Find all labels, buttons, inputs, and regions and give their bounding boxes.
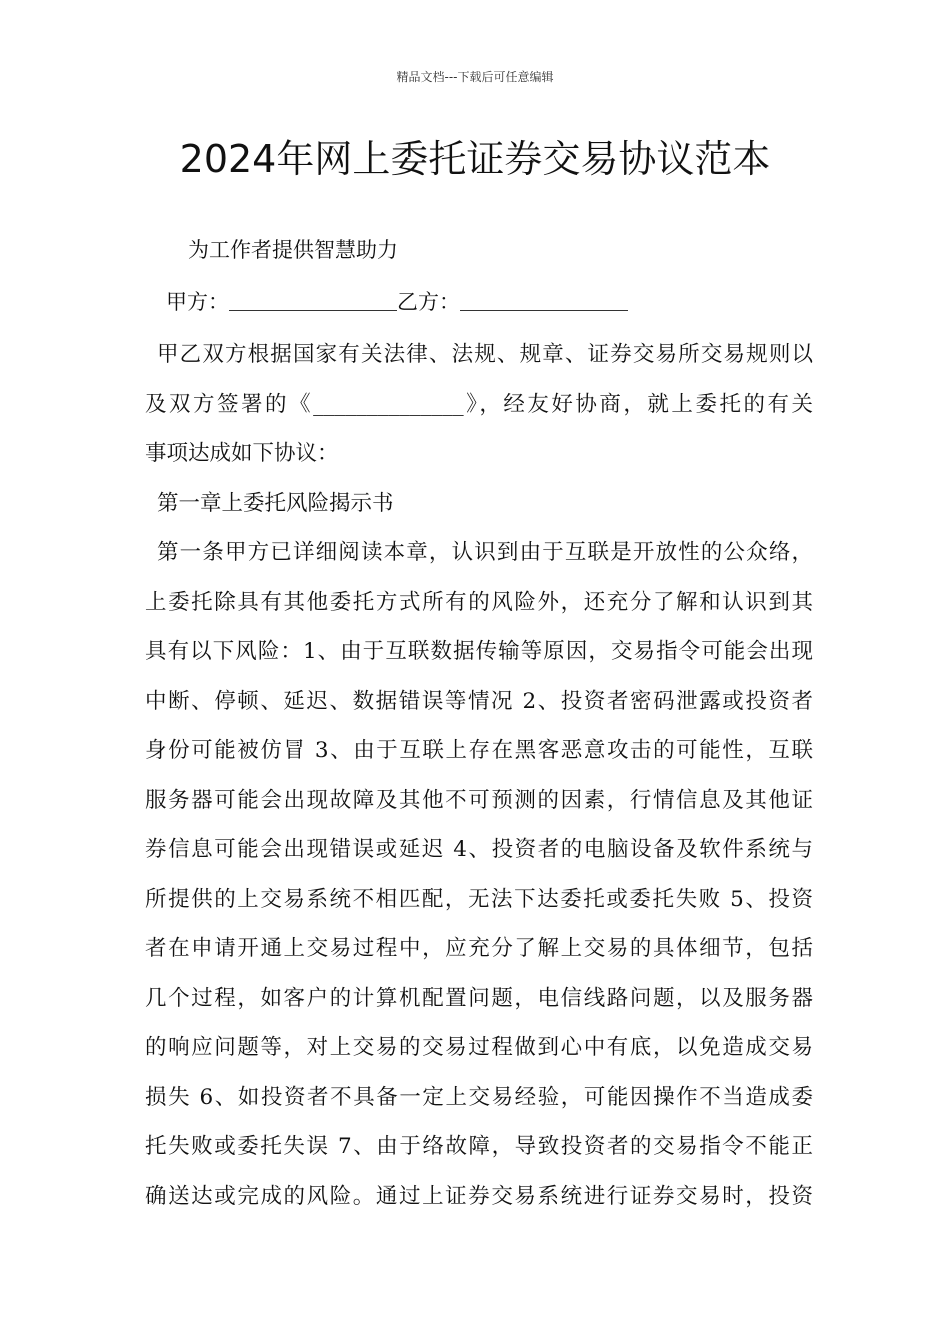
body-line: 券信息可能会出现错误或延迟 4、投资者的电脑设备及软件系统与 bbox=[145, 837, 813, 862]
tagline: 为工作者提供智慧助力 bbox=[188, 238, 398, 262]
chapter-heading: 第一章上委托风险揭示书 bbox=[157, 490, 394, 516]
body-line: 及双方签署的《______________》，经友好协商，就上委托的有关 bbox=[145, 391, 813, 417]
body-line: 所提供的上交易系统不相匹配，无法下达委托或委托失败 5、投资 bbox=[145, 886, 813, 912]
agreement-body bbox=[145, 330, 813, 1221]
body-line: 者在申请开通上交易过程中，应充分了解上交易的具体细节，包括 bbox=[145, 936, 813, 961]
party-a-blank bbox=[229, 292, 397, 311]
body-line: 身份可能被仿冒 3、由于互联上存在黑客恶意攻击的可能性，互联 bbox=[145, 738, 813, 763]
body-line: 托失败或委托失误 7、由于络故障，导致投资者的交易指令不能正 bbox=[145, 1134, 813, 1159]
body-line: 事项达成如下协议： bbox=[145, 441, 339, 466]
party-b-blank bbox=[460, 292, 628, 311]
body-line: 上委托除具有其他委托方式所有的风险外，还充分了解和认识到其 bbox=[145, 589, 813, 615]
document-title: 2024年网上委托证券交易协议范本 bbox=[179, 137, 771, 181]
body-line: 第一条甲方已详细阅读本章，认识到由于互联是开放性的公众络， bbox=[157, 540, 813, 565]
body-line: 服务器可能会出现故障及其他不可预测的因素，行情信息及其他证 bbox=[145, 787, 813, 813]
body-line: 确送达或完成的风险。通过上证券交易系统进行证券交易时，投资 bbox=[145, 1183, 813, 1209]
body-line: 具有以下风险：1、由于互联数据传输等原因，交易指令可能会出现 bbox=[145, 639, 813, 664]
body-line: 甲乙双方根据国家有关法律、法规、规章、证券交易所交易规则以 bbox=[157, 342, 813, 367]
party-a-label: 甲方： bbox=[166, 290, 229, 314]
party-b-label: 乙方： bbox=[397, 290, 460, 314]
body-line: 的响应问题等，对上交易的交易过程做到心中有底，以免造成交易 bbox=[145, 1035, 813, 1060]
body-line: 中断、停顿、延迟、数据错误等情况 2、投资者密码泄露或投资者 bbox=[145, 688, 813, 714]
body-line: 几个过程，如客户的计算机配置问题，电信线路问题，以及服务器 bbox=[145, 985, 813, 1011]
header-note: 精品文档---下载后可任意编辑 bbox=[396, 70, 554, 84]
parties-line bbox=[166, 286, 628, 316]
body-line: 损失 6、如投资者不具备一定上交易经验，可能因操作不当造成委 bbox=[145, 1084, 813, 1110]
